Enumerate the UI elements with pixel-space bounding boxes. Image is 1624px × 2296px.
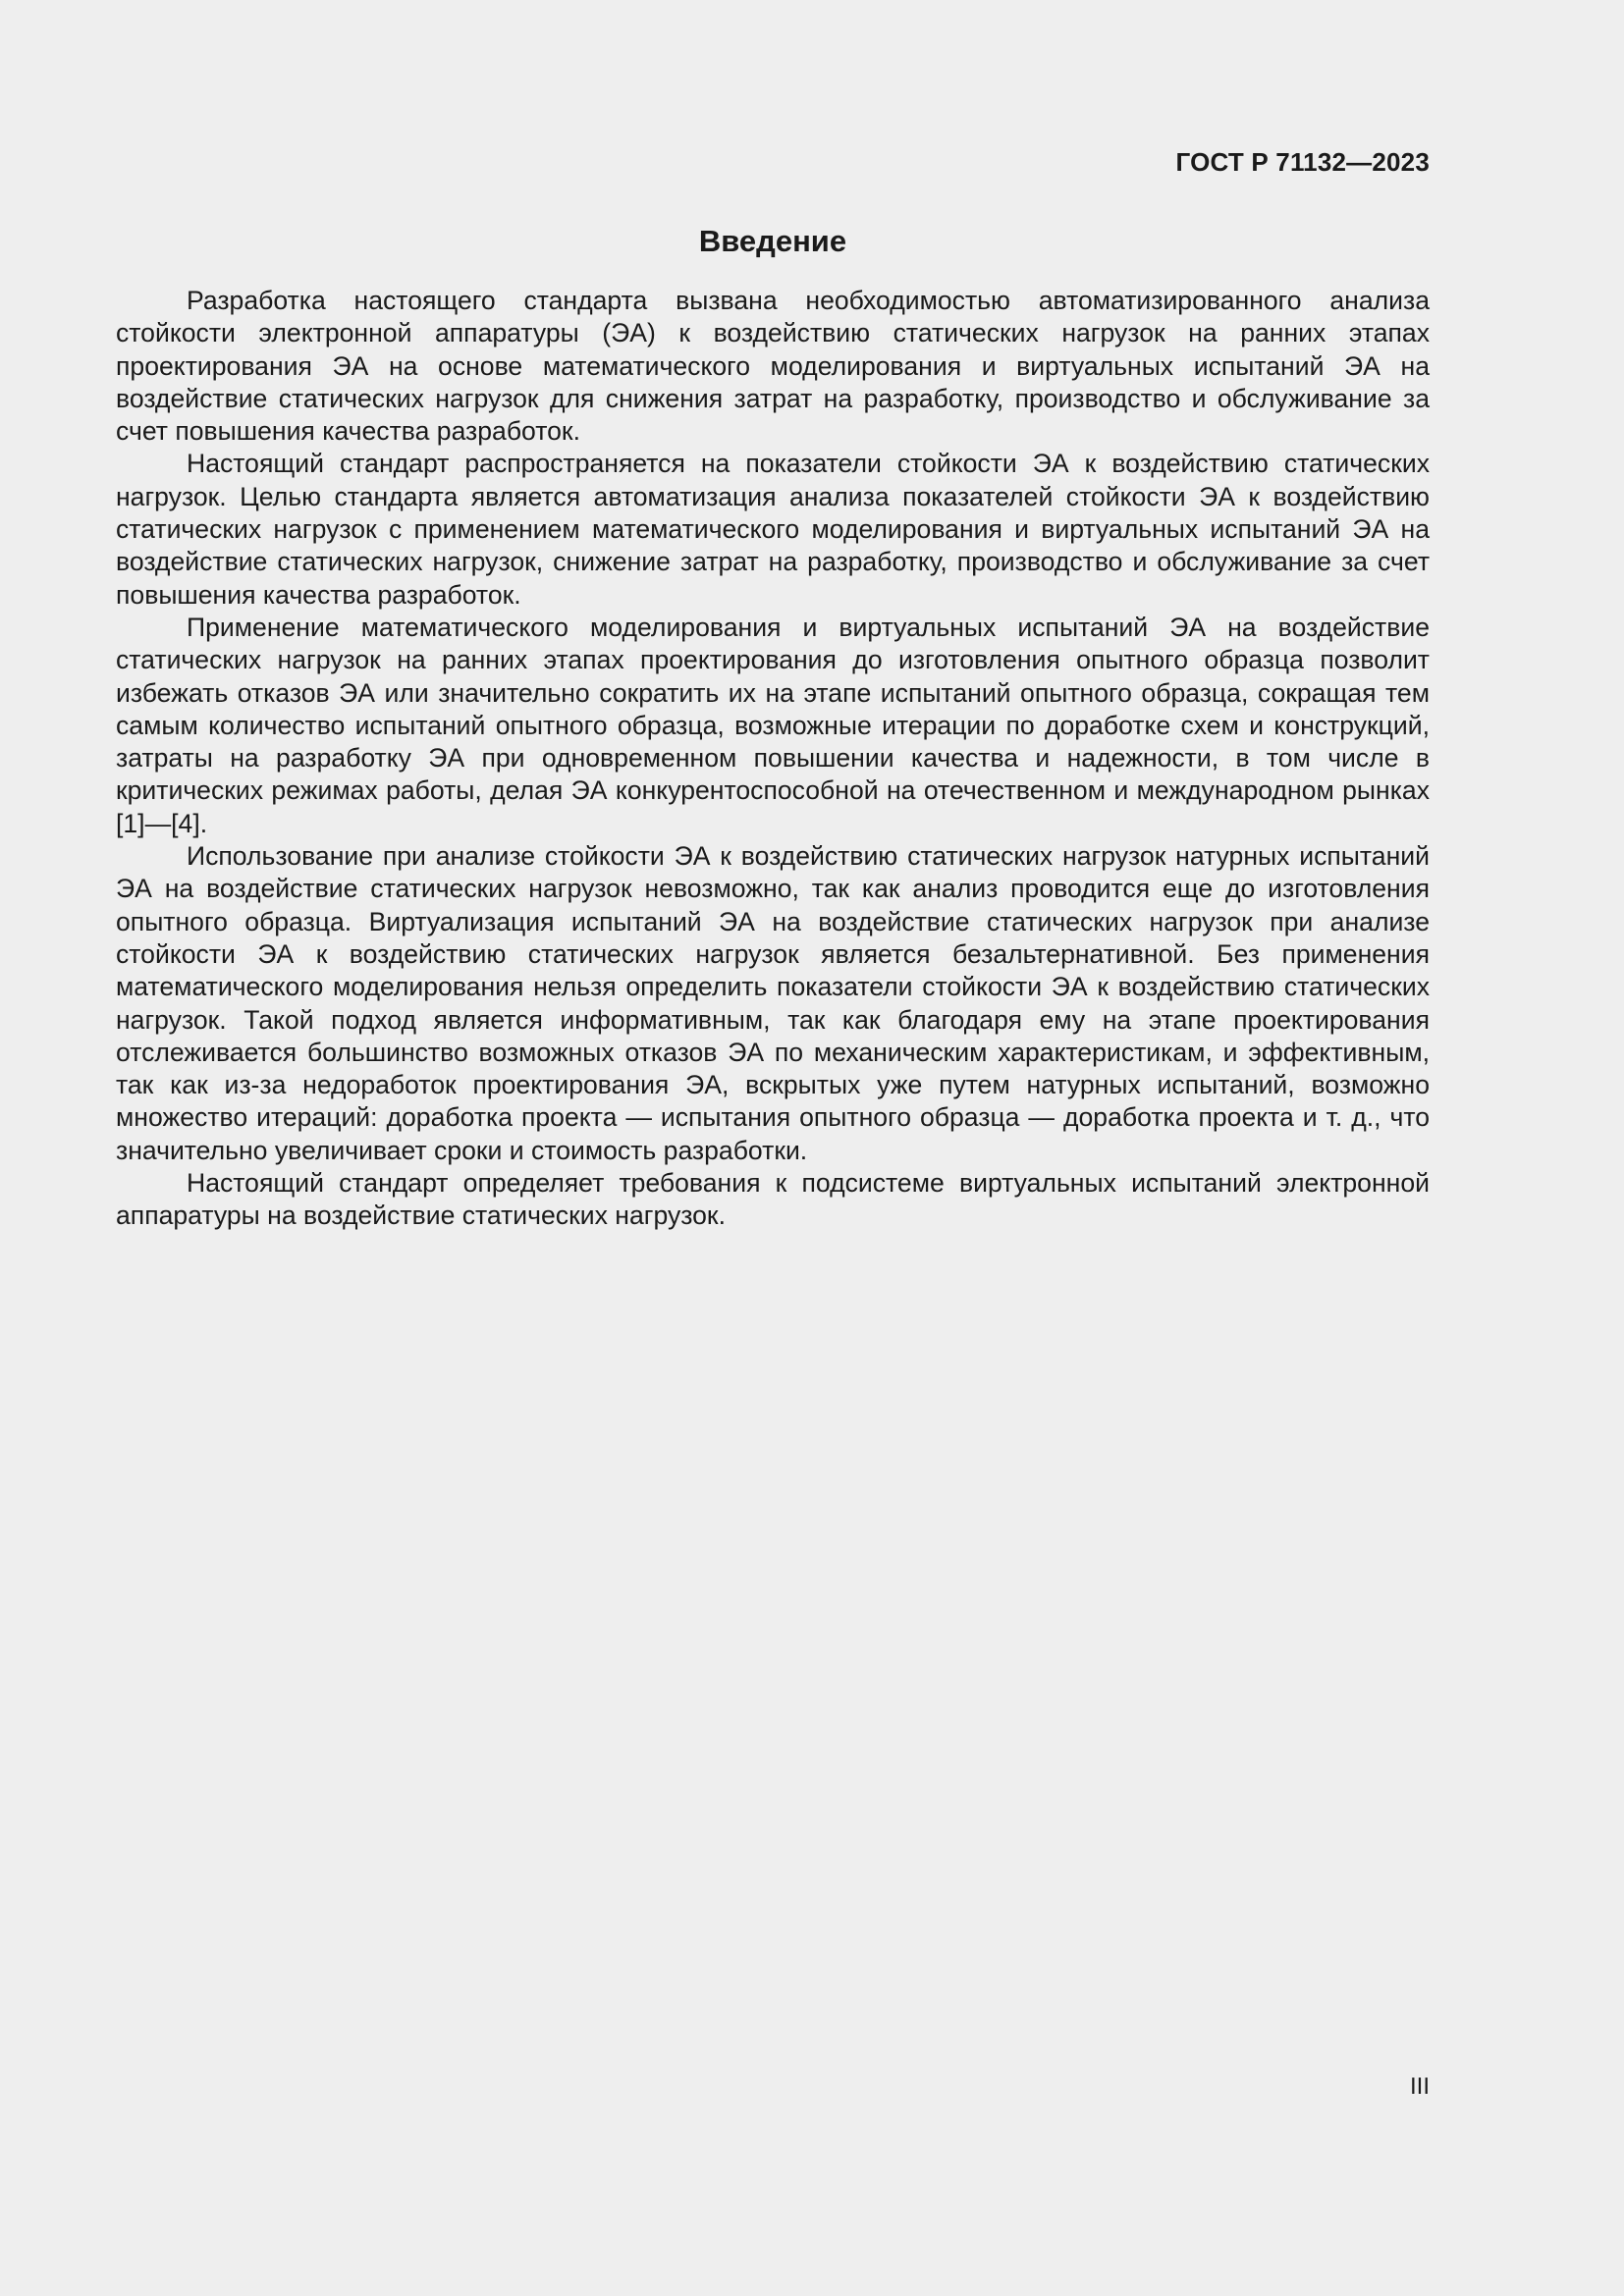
section-title: Введение <box>698 224 847 258</box>
document-code: ГОСТ Р 71132—2023 <box>1175 147 1430 177</box>
paragraph: Применение математического моделирования и виртуальных испытаний ЭА на воздействие статических нагрузок на ранних этапах проектирования до изготовления опытного образца позволит избежать отказов ЭА или значительно сократить их на этапе испытаний опытного образца, сокращая тем самым количество испытаний опытного образца, возможные итерации по доработке схем и конструкций, затраты на разработку ЭА при одновременном повышении качества и надежности, в том числе в критических режимах работы, делая ЭА конкурентоспособной на отечественном и международном рынках [1]—[4]. <box>116 612 1430 838</box>
paragraph: Настоящий стандарт распространяется на показатели стойкости ЭА к воздействию статических нагрузок. Целью стандарта является автоматизация анализа показателей стойкости ЭА к воздействию статических нагрузок с применением математического моделирования и виртуальных испытаний ЭА на воздействие статических нагрузок, снижение затрат на разработку, производство и обслуживание за счет повышения качества разработок. <box>116 449 1430 610</box>
page-number: III <box>1409 2073 1430 2100</box>
paragraph: Использование при анализе стойкости ЭА к воздействию статических нагрузок натурных испытаний ЭА на воздействие статических нагрузок невозможно, так как анализ проводится еще до изготовления опытного образца. Виртуализация испытаний ЭА на воздействие статических нагрузок при анализе стойкости ЭА к воздействию статических нагрузок является безальтернативной. Без применения математического моделирования нельзя определить показатели стойкости ЭА к воздействию статических нагрузок. Такой подход является информативным, так как благодаря ему на этапе проектирования отслеживается большинство возможных отказов ЭА по механическим характеристикам, и эффективным, так как из-за недоработок проектирования ЭА, вскрытых уже путем натурных испытаний, возможно множество итераций: доработка проекта — испытания опытного образца — доработка проекта и т. д., что значительно увеличивает сроки и стоимость разработки. <box>116 841 1430 1165</box>
body-text <box>116 285 1430 1233</box>
paragraph: Настоящий стандарт определяет требования к подсистеме виртуальных испытаний электронной аппаратуры на воздействие статических нагрузок. <box>116 1168 1430 1231</box>
paragraph: Разработка настоящего стандарта вызвана необходимостью автоматизированного анализа стойкости электронной аппаратуры (ЭА) к воздействию статических нагрузок на ранних этапах проектирования ЭА на основе математического моделирования и виртуальных испытаний ЭА на воздействие статических нагрузок для снижения затрат на разработку, производство и обслуживание за счет повышения качества разработок. <box>116 286 1430 447</box>
